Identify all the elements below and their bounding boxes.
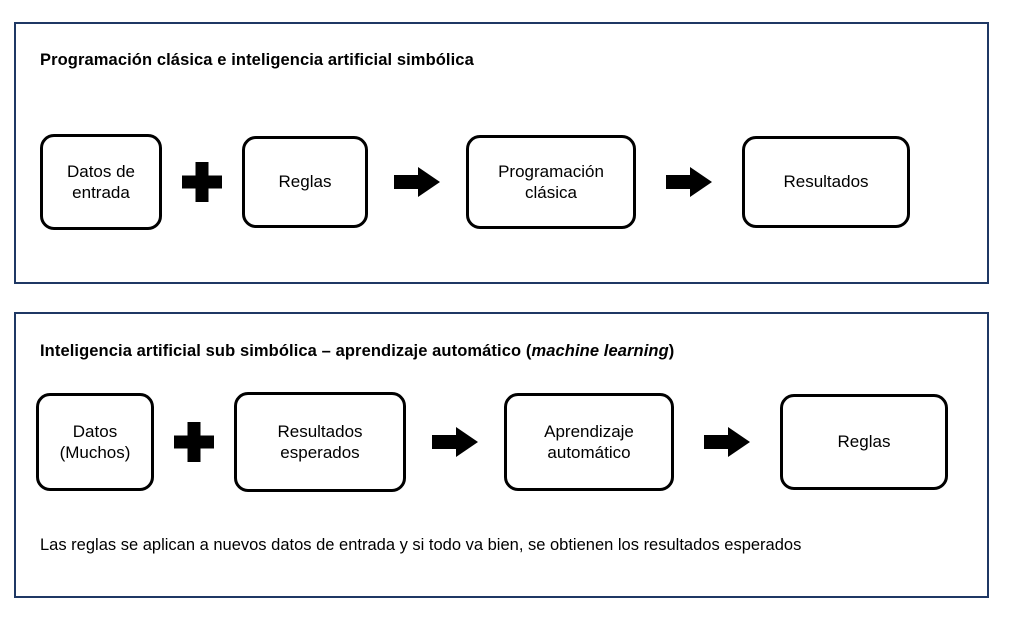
arrow-right-icon — [432, 425, 478, 459]
node-label: Aprendizaje automático — [544, 421, 634, 462]
node-programacion-clasica — [466, 135, 636, 229]
node-datos-de-entrada — [40, 134, 162, 230]
panel-ml-title-tail: ) — [668, 342, 675, 360]
node-reglas — [242, 136, 368, 228]
node-label: Reglas — [837, 432, 891, 452]
panel-ml-title-italic: machine learning — [531, 342, 669, 360]
node-resultados-esperados — [234, 392, 406, 492]
node-label: Reglas — [278, 172, 332, 192]
panel-machine-learning — [14, 312, 989, 598]
node-label: Resultados esperados — [277, 421, 363, 462]
node-aprendizaje-automatico — [504, 393, 674, 491]
arrow-right-icon — [704, 425, 750, 459]
panel-ml-footnote: Las reglas se aplican a nuevos datos de entrada y si todo va bien, se obtienen los resultados esperados — [40, 536, 802, 554]
panel-ml-title — [40, 342, 674, 361]
arrow-right-icon — [394, 165, 440, 199]
flow-classic-programming — [40, 134, 910, 230]
plus-icon — [180, 160, 224, 204]
panel-ml-title-plain: Inteligencia artificial sub simbólica – aprendizaje automático ( — [40, 342, 532, 360]
panel-classic-programming — [14, 22, 989, 284]
node-resultados — [742, 136, 910, 228]
node-reglas — [780, 394, 948, 490]
node-label: Resultados — [783, 172, 869, 192]
flow-machine-learning — [36, 392, 948, 492]
node-label: Datos de entrada — [66, 161, 136, 202]
node-datos-muchos — [36, 393, 154, 491]
arrow-right-icon — [666, 165, 712, 199]
node-label: Programación clásica — [498, 161, 604, 202]
panel-classic-title: Programación clásica e inteligencia artificial simbólica — [40, 51, 474, 69]
node-label: Datos (Muchos) — [59, 421, 131, 462]
plus-icon — [172, 420, 216, 464]
